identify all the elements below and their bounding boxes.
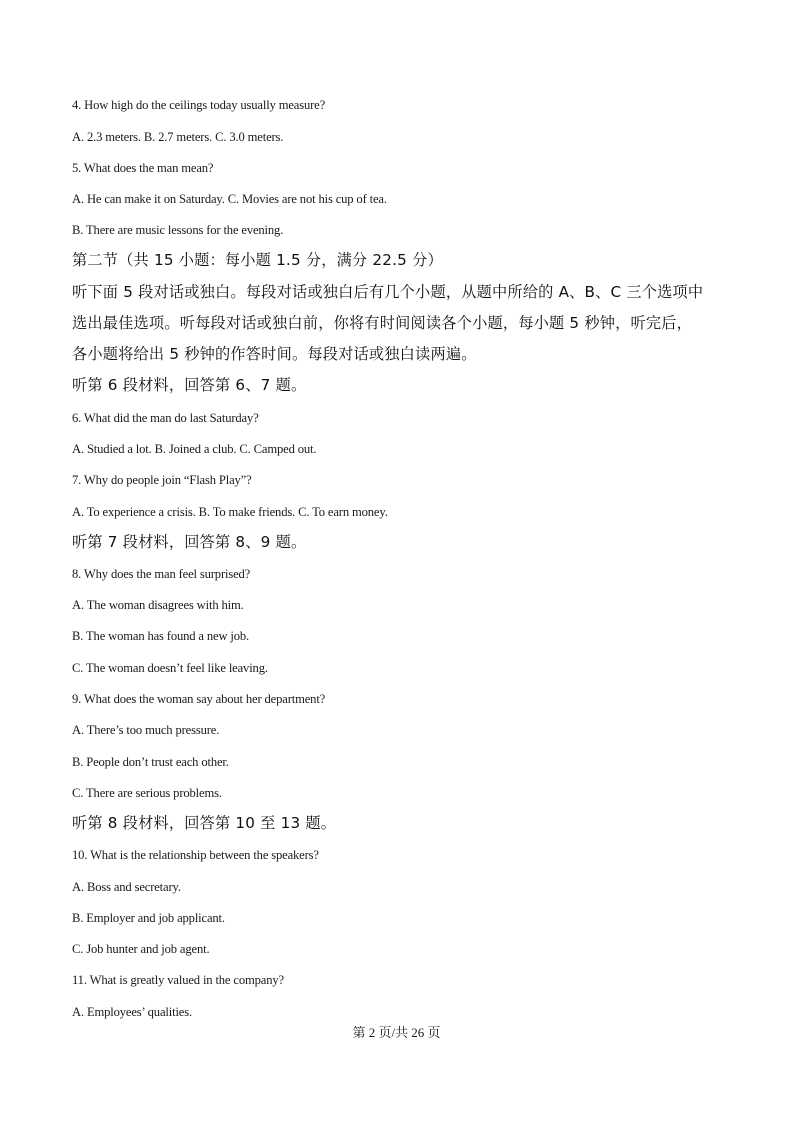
section-2-instructions-line-3: 各小题将给出 5 秒钟的作答时间。每段对话或独白读两遍。 [72,345,477,363]
question-8-option-c: C. The woman doesn’t feel like leaving. [72,661,268,675]
question-4: 4. How high do the ceilings today usually measure? [72,98,326,112]
question-11: 11. What is greatly valued in the company? [72,973,284,987]
question-10-option-a: A. Boss and secretary. [72,880,181,894]
section-2-title: 第二节（共 15 小题：每小题 1.5 分，满分 22.5 分） [72,251,443,269]
question-8: 8. Why does the man feel surprised? [72,567,251,581]
question-4-options: A. 2.3 meters. B. 2.7 meters. C. 3.0 meters. [72,130,284,144]
question-8-option-a: A. The woman disagrees with him. [72,598,244,612]
material-7-heading: 听第 7 段材料，回答第 8、9 题。 [72,533,307,551]
question-9-option-b: B. People don’t trust each other. [72,755,229,769]
section-2-instructions-line-2: 选出最佳选项。听每段对话或独白前，你将有时间阅读各个小题，每小题 5 秒钟，听完后， [72,314,693,332]
question-11-option-a: A. Employees’ qualities. [72,1005,192,1019]
material-6-heading: 听第 6 段材料，回答第 6、7 题。 [72,376,307,394]
material-8-heading: 听第 8 段材料，回答第 10 至 13 题。 [72,814,337,832]
page-number-footer: 第 2 页/共 26 页 [352,1025,441,1040]
question-10: 10. What is the relationship between the speakers? [72,848,319,862]
question-5-options-b: B. There are music lessons for the evening. [72,223,284,237]
section-2-instructions-line-1: 听下面 5 段对话或独白。每段对话或独白后有几个小题，从题中所给的 A、B、C 三个选项中 [72,283,704,301]
question-6-options: A. Studied a lot. B. Joined a club. C. Camped out. [72,442,317,456]
question-9-option-a: A. There’s too much pressure. [72,723,220,737]
question-8-option-b: B. The woman has found a new job. [72,629,250,643]
question-10-option-c: C. Job hunter and job agent. [72,942,210,956]
question-6: 6. What did the man do last Saturday? [72,411,259,425]
question-9: 9. What does the woman say about her department? [72,692,326,706]
question-7-options: A. To experience a crisis. B. To make friends. C. To earn money. [72,505,388,519]
question-7: 7. Why do people join “Flash Play”? [72,473,252,487]
question-9-option-c: C. There are serious problems. [72,786,222,800]
question-5: 5. What does the man mean? [72,161,214,175]
question-5-options-a: A. He can make it on Saturday. C. Movies are not his cup of tea. [72,192,387,206]
question-10-option-b: B. Employer and job applicant. [72,911,225,925]
